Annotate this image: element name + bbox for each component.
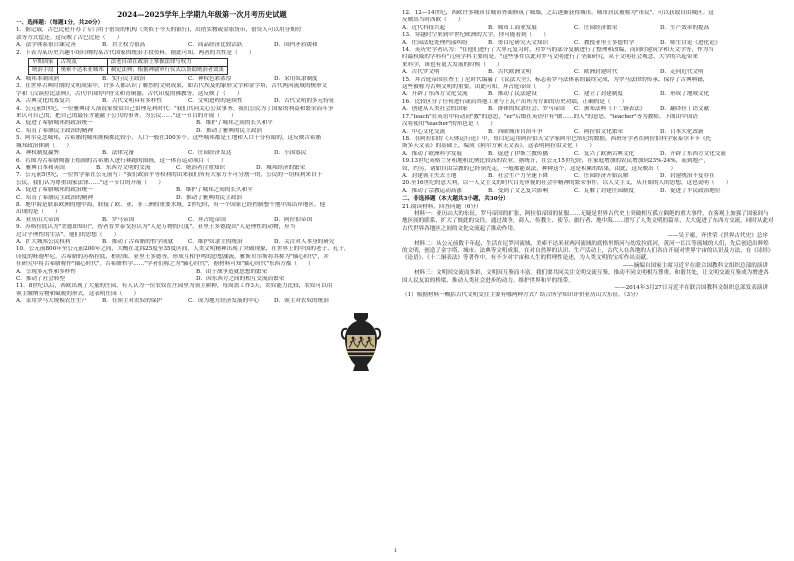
question-17: 17."teach"在英语中有动词"教"的意思，"er"后缀在英语中有"做……的人"的意思。"teacher"等为教师。下图由中国语 <box>402 113 699 120</box>
option: A．近代科技兴起 <box>402 24 446 31</box>
table-cell: 奥索不达米亚城邦 <box>57 67 107 75</box>
option: A．扩大城邦公民权利 <box>16 238 71 245</box>
section-choice-heading: 一、选择题：（每题1分，共20分） <box>16 20 104 26</box>
option: C．维护奴隶主的统治 <box>188 238 243 245</box>
question-16-options <box>402 106 774 113</box>
question-1-options <box>16 42 388 49</box>
option: D．走向近代文明 <box>660 69 704 76</box>
question-11: 11．8世纪以后，西欧出现了大量的庄园，有人认为一位农奴在庄园里为领主耕种，每周需工作3天，农奴能力比较，农奴可以用 <box>16 283 333 290</box>
option: C．神权色彩浓厚 <box>188 76 232 83</box>
question-8-stem: 出现的是（ ） <box>16 209 61 216</box>
option: C．建立了封建制度 <box>574 91 624 98</box>
option: C．培育了希腊民主政治的精神 <box>16 127 93 134</box>
option: D．推动了雅典的民主政治 <box>176 194 243 201</box>
question-7-stem: 公民，我们认为尊重国家法律……"这一节目的开展（ ） <box>16 179 165 186</box>
question-15: 15．拜占庭帝国在查士丁尼时代编纂了《民法大全》，标志着罗马法体系的最终完成，为罗马法律的传承、保存了古典典籍， <box>402 76 709 83</box>
question-19: 19.13世纪英格兰牙租地租比例比较高的农业，据统计，在公元15世纪经，在家庭增加的农民增加到23%-24%，而到地产， <box>402 158 710 165</box>
table-cell: 统治手段 <box>29 67 58 75</box>
question-21-part-1: （1）根据材料一概括古代文明交往主要有哪两种方式？结合所学知识评价亚历山大东征。（3分） <box>402 292 642 299</box>
question-4-stem: 来认可自己的，把自己的最佳才能献于公共的事务，为公民……"这一节目的开展（ ） <box>16 113 237 120</box>
option: A．创建从人类社会的国家 <box>402 106 468 113</box>
option: C．瓦解了封建庄园制度 <box>574 187 635 194</box>
table-cell: 古埃及 <box>57 59 107 67</box>
question-13-options <box>402 40 774 47</box>
question-1-stem: 款等方式偿还。这反映了古巴比伦（ ） <box>16 34 123 41</box>
material-1: 材料一：亚历山大的东征，罗马帝国的扩张，阿拉伯帝国的征服……无疑是世界古代史上突破相互孤立隔绝的重大事件，在客观上加强了国家间与地区间的联系，扩大了彼此的交往。通过战争，商人、传教士、使节、旅行者、地中海……谱写了人类文明的篇章，大大促进了东西方交流，同时从此对古代世界各地区之间的文化交流起了推动作用。 <box>402 210 774 232</box>
left-column <box>16 10 388 306</box>
question-11-options <box>16 298 388 305</box>
option: C．庄园经济繁荣 <box>574 24 618 31</box>
question-2-table <box>28 58 228 75</box>
option: A．采用罗马大规模农庄生产 <box>16 298 88 305</box>
option: D．师生讨论《进化论》 <box>660 39 721 46</box>
option: B．东西方文明的交流 <box>96 164 151 171</box>
option: A．促进了希腊城邦的政治统一 <box>16 120 93 127</box>
option: B．促进了伊斯兰教传播 <box>488 150 549 157</box>
option: D．形成了地域文化 <box>660 91 710 98</box>
question-10-options-b <box>16 276 388 283</box>
question-7-options-a <box>16 187 336 194</box>
question-18-options <box>402 151 774 158</box>
option: A．神权制度赢弊 <box>16 150 60 157</box>
option: D．采用奴隶制度 <box>274 76 318 83</box>
option: B．城市工商业发展 <box>488 24 537 31</box>
question-10: 10．公元前800年至公元前200年之间，大概在北纬25度至35度区间，人类文明精神出现了突破现象，在世界上的中国的老子、孔子， <box>16 246 350 253</box>
option: B．推动了古希腊的哲学成就 <box>102 238 174 245</box>
question-19-stem: 奴，约另，诸如自由宗教的已经领先走，一般都能说法，种种这个，这是积累的结果，由此，这反映出（ ） <box>402 165 677 172</box>
question-18-stem: 斯多天文表》的基础上，编成《阿尔方索天文表》。这表明阿拉伯文化（ ） <box>402 143 595 150</box>
question-7: 7．公元前5世纪，一位哲学家在公元前写："我们政治平等权利的由来我们所有大家方不可分割一的，公民的一切权利来自于 <box>16 172 323 179</box>
option: D．关注对人本身的研究 <box>274 238 335 245</box>
option: B．受到了文艺复兴影响 <box>488 187 549 194</box>
option: C．商品经济比较活跃 <box>188 42 243 49</box>
option: C．统治者注重知识 <box>176 164 226 171</box>
option: A．古代罗文明 <box>402 69 440 76</box>
question-4-options-b <box>16 128 388 135</box>
option: A．促进了希腊城邦的政治统一 <box>16 187 93 194</box>
question-12-options <box>402 25 774 32</box>
question-16: 16．比较区分了任何进行或而其他工业与上瓦产出所为方面的历史功绩，正确的是（ ） <box>402 98 628 105</box>
question-11-stem: 领主缴纳劳物和赋税的形式。这表明庄园（ ） <box>16 290 140 297</box>
question-8-options <box>16 217 388 224</box>
option: D．翻译拉丁语文献 <box>660 106 710 113</box>
question-10-line3: 在研究中将古希腊称作"轴心时代"。古希腊哲学……"学者们称之为"轴心时代"，据材料可知"轴心时代"东西方都（ ） <box>16 261 314 268</box>
option: D．封建统治不复存在 <box>660 172 715 179</box>
question-9-options <box>16 239 388 246</box>
question-19-options <box>402 173 774 180</box>
question-3-stem: 字和《汉谟拉比法典》，古代中国的甲骨文和青铜器，古代印度的佛教等。这反映了（ ） <box>16 90 243 97</box>
option: C．培育了希腊民主政治的精神 <box>16 194 93 201</box>
option: C．庄园经济发达 <box>188 150 232 157</box>
section-essay-heading: 二、非选择题（本大题共3小题，共30分） <box>402 196 509 203</box>
option: B．法律完备 <box>102 150 135 157</box>
question-12: 12．12—14世纪，西欧许多城市在城市外面修筑了城墙，之后逐渐获得城市，城市居民被称为"市民"。可以获取自由城区。这 <box>402 10 714 16</box>
exam-title: 2024—2025学年上学期九年级第一次月考历史试题 <box>117 10 287 19</box>
question-20: 20.至16世纪的意大利，以一人文主义的时代目光审视的社会中精神的繁荣事件，以人文主义，从开始的人的思想，这也说明（ ） <box>402 180 732 187</box>
option: C．文明进程的延续性 <box>188 98 243 105</box>
option: B．罗马帝国 <box>102 216 135 223</box>
option: A．推动了欧洲科学发展 <box>402 150 462 157</box>
option: B．西欧城市自治斗争 <box>488 128 543 135</box>
question-13: 13．穿越时空来到中世纪欧洲的大学，你可能看到（ ） <box>402 32 549 39</box>
question-2: 2．下表为某历史兴趣小组归纳的某古代国家的统治手段资料。据此可知，两者的共性是（ ） <box>16 49 255 56</box>
question-14-line3: 来科学，该也有更大发展的时候（ ） <box>402 61 503 68</box>
question-4-options-a <box>16 120 388 127</box>
option: B．在领主对农奴的保护 <box>102 298 163 305</box>
question-12-stem: 反映出当时西欧（ ） <box>402 17 464 24</box>
table-cell: 法老自命在政治上掌握法律与权力 <box>107 59 227 67</box>
option: A．亚历山大帝国 <box>16 216 60 223</box>
question-3-options <box>16 98 388 105</box>
question-3: 3．在世界古典时期的文明成果中，许多人都认识了解烈的文明成果，如古代埃及的象形文字和金字塔，古代两河流域的楔形文 <box>16 83 328 90</box>
option: D．小国寡民 <box>274 150 307 157</box>
material-3: 材料三：文明因交流而多彩，文明因互鉴而丰富。我们要共同关注文明交流互鉴，推动不同文明相互尊重、和谐共处，让文明交流互鉴成为增进各国人民友谊的桥梁、推动人类社会进步的动力、维护世界和平的纽带。 <box>402 270 769 284</box>
option: C．庄园经济开始瓦解 <box>574 172 629 179</box>
greek-amphora-icon <box>338 311 384 373</box>
question-7-options-b <box>16 195 336 202</box>
table-cell: 制定法典；根据神谕审行仪式以帮助统治者效果 <box>107 67 227 75</box>
option: D．开辟了东西方文化交流 <box>660 150 727 157</box>
option: B．古代文明具有多样性 <box>102 98 163 105</box>
option: A．推动了宗教运动高涨 <box>402 187 462 194</box>
question-14-options <box>402 69 774 76</box>
option: D．国内矛盾缓和 <box>274 42 318 49</box>
question-1: 1．据记载，古巴比伦开办了专门用于借贷的机构（类似于今天的银行)，出借实物或金银货币，借贷人可以用分期付 <box>16 27 302 34</box>
question-15-stem: 这些被称为古典文明的重要，由此可知，拜占庭帝国（ ） <box>402 84 554 91</box>
table-cell: 早期国家 <box>29 59 58 67</box>
material-2: 材料二：从公元前数千年起，生活在尼罗河流域、美索不达米亚两河流域的底格里斯河与幼发拉底河，黄河一长江等流域的人们，先后创造出辉煌的文明，创造了金字塔、城市、法典等文明成果。在对自然界的认识、生产活动上，古代人在各地的人们各自开展对世界宇宙的认识及方法，在《诗经》《论语》、《十二铜表法》等著作中，有不少对宇宙和人生的哲理性论述，为人类文明的宝库作出贡献。 <box>402 240 774 262</box>
question-8: 8．地中海是联系欧洲的地中海，联接了欧、亚、非三洲的重要水域。2世纪时，有一个国家已经控制整个地中海沿岸地区，他 <box>16 201 326 208</box>
question-18: 18．在阿拉伯的《天体运行论》中，哥白尼运用阿拉伯天文学家阿尔巴塔尼的数据。西班牙学者在阿拉伯科学家泰尔卡卡《托 <box>402 135 712 142</box>
material-2-source: ——摘编自国家主席习近平在联合国教科文组织总部的演讲 <box>622 262 768 269</box>
option: D．因东西方之间的相互交流而繁荣 <box>196 276 285 282</box>
option: C．教授亚里士多德哲学 <box>574 39 635 46</box>
option: D．推动了雅典的民主政治 <box>196 127 263 134</box>
question-15-options <box>402 91 774 98</box>
option: C．欧洲封建时代 <box>574 69 618 76</box>
option: A．雅典日本和英国 <box>16 164 65 171</box>
question-10-options-a <box>16 269 388 276</box>
option: D．促进了平民政治地位 <box>660 187 721 194</box>
option: B．推动了民法建设 <box>488 91 537 98</box>
question-9: 9．苏格拉底认为"美德即知识"，智者普罗泰戈拉认为"人是万物的尺度"，亚里士多德提出"人是理性的动物，应当 <box>16 224 296 231</box>
question-20-options <box>402 188 774 195</box>
option: C．推动了社会转型 <box>16 276 66 282</box>
page-number: 1 <box>394 548 398 554</box>
option: A．庄园法庭处理内部纠纷 <box>402 39 468 46</box>
question-10-line2: 印度的释迦牟尼，古希腊的苏格拉底、柏拉图、亚里士多德等，形成互相争鸣的思想潮流，雅斯贝尔斯将其称为"轴心时代"，并 <box>16 253 329 260</box>
option: B．实行民主政治 <box>102 76 146 83</box>
option: C．复兴了欧洲古典文化 <box>574 150 635 157</box>
option: D．日本大化改新 <box>660 128 704 135</box>
material-3-source: ——2014年3月27日习近平在联合国教科文组织总部发表演讲 <box>614 285 768 292</box>
option: A．城邦本制成熟 <box>16 76 60 83</box>
option: D．生产效率的提高 <box>660 24 710 31</box>
option: D．城邦经济的繁荣 <box>256 164 306 171</box>
option: B．由于战争造就思想的繁荣 <box>196 268 268 275</box>
question-21: 21.阅读材料，回答问题（6分） <box>402 203 482 210</box>
question-4: 4．公元前5世纪，一位雅典诗人演说家赞赏自己伯理克利时代："我们共同关心公众事务。我们公民为了国家的利益和繁荣而斗争 <box>16 105 334 112</box>
option: A．中心文化交流 <box>402 128 446 135</box>
table-row <box>29 59 228 67</box>
question-6-options <box>16 165 336 172</box>
option: B．维护了城邦之间的长久和平 <box>176 187 253 194</box>
option: A．开辟了东西方文化交流 <box>402 91 468 98</box>
question-17-stem: 汉将使用"teacher"的角色是（ ） <box>402 121 496 128</box>
option: B．维护了城邦之间的长久和平 <box>196 120 273 127</box>
option: D．阿拉伯帝国 <box>274 216 313 223</box>
question-6: 6．右图为古希腊陶器上绘制的古希腊人进行赛跑的图画，这一体育运动项目（ ） <box>16 157 227 164</box>
question-2-options <box>16 76 388 83</box>
option: C．成为地方经济发展的中心 <box>188 298 260 305</box>
question-17-options <box>402 129 774 136</box>
option: C．阿拉伯文化繁荣 <box>574 128 624 135</box>
question-14-line2: 时最权威的学科有"几何学科主要的是。"这些事件以此对罗马文明进行了全面研究，从于文明社会观念，大学的兴起带来 <box>402 54 699 61</box>
option: B．君主权力很高 <box>102 42 146 49</box>
right-column <box>402 10 774 300</box>
question-9-stem: 过合乎理性的生活"。他们的思想（ ） <box>16 231 120 238</box>
question-5-stem: 城邦政治体制（ ） <box>16 142 72 149</box>
option: C．颁布法典《十二铜表法》 <box>574 106 646 113</box>
option: D．领主对农奴的统治 <box>274 298 329 305</box>
option: C．拜占庭帝国 <box>188 216 226 223</box>
option: A．呈现多元性和多样性 <box>16 268 76 275</box>
option: B．哥白尼研究天文知识 <box>488 39 549 46</box>
option: A．法学体系很日臻完善 <box>16 42 76 49</box>
option: B．社会生产力全速下降 <box>488 172 549 179</box>
question-14: 14．英历史学者认为："在他们进行了大单元复习时，对罗马的部分复制进行了整理和改编，而同时建筑学和天文学等，作为当 <box>402 47 714 54</box>
option: A．封建领主失去土地 <box>402 172 457 179</box>
material-1-source: ——吴于廑、齐世荣《世界古代史》总序 <box>667 233 768 240</box>
table-row <box>29 67 228 75</box>
option: B．古代欧洲文明 <box>488 69 532 76</box>
option: B．群体的奴隶社会、罗马帝国 <box>488 106 565 113</box>
option: D．古代文明的多元特征 <box>274 98 335 105</box>
question-5: 5．阿尔克念城邦，古希腊的城邦规模都比较小，人口一般在300多个。这些城邦都是土地和人口十分有限的，这反映古希腊 <box>16 135 322 142</box>
question-5-options <box>16 150 388 157</box>
option: A．古典文化的寡复兴 <box>16 98 71 105</box>
